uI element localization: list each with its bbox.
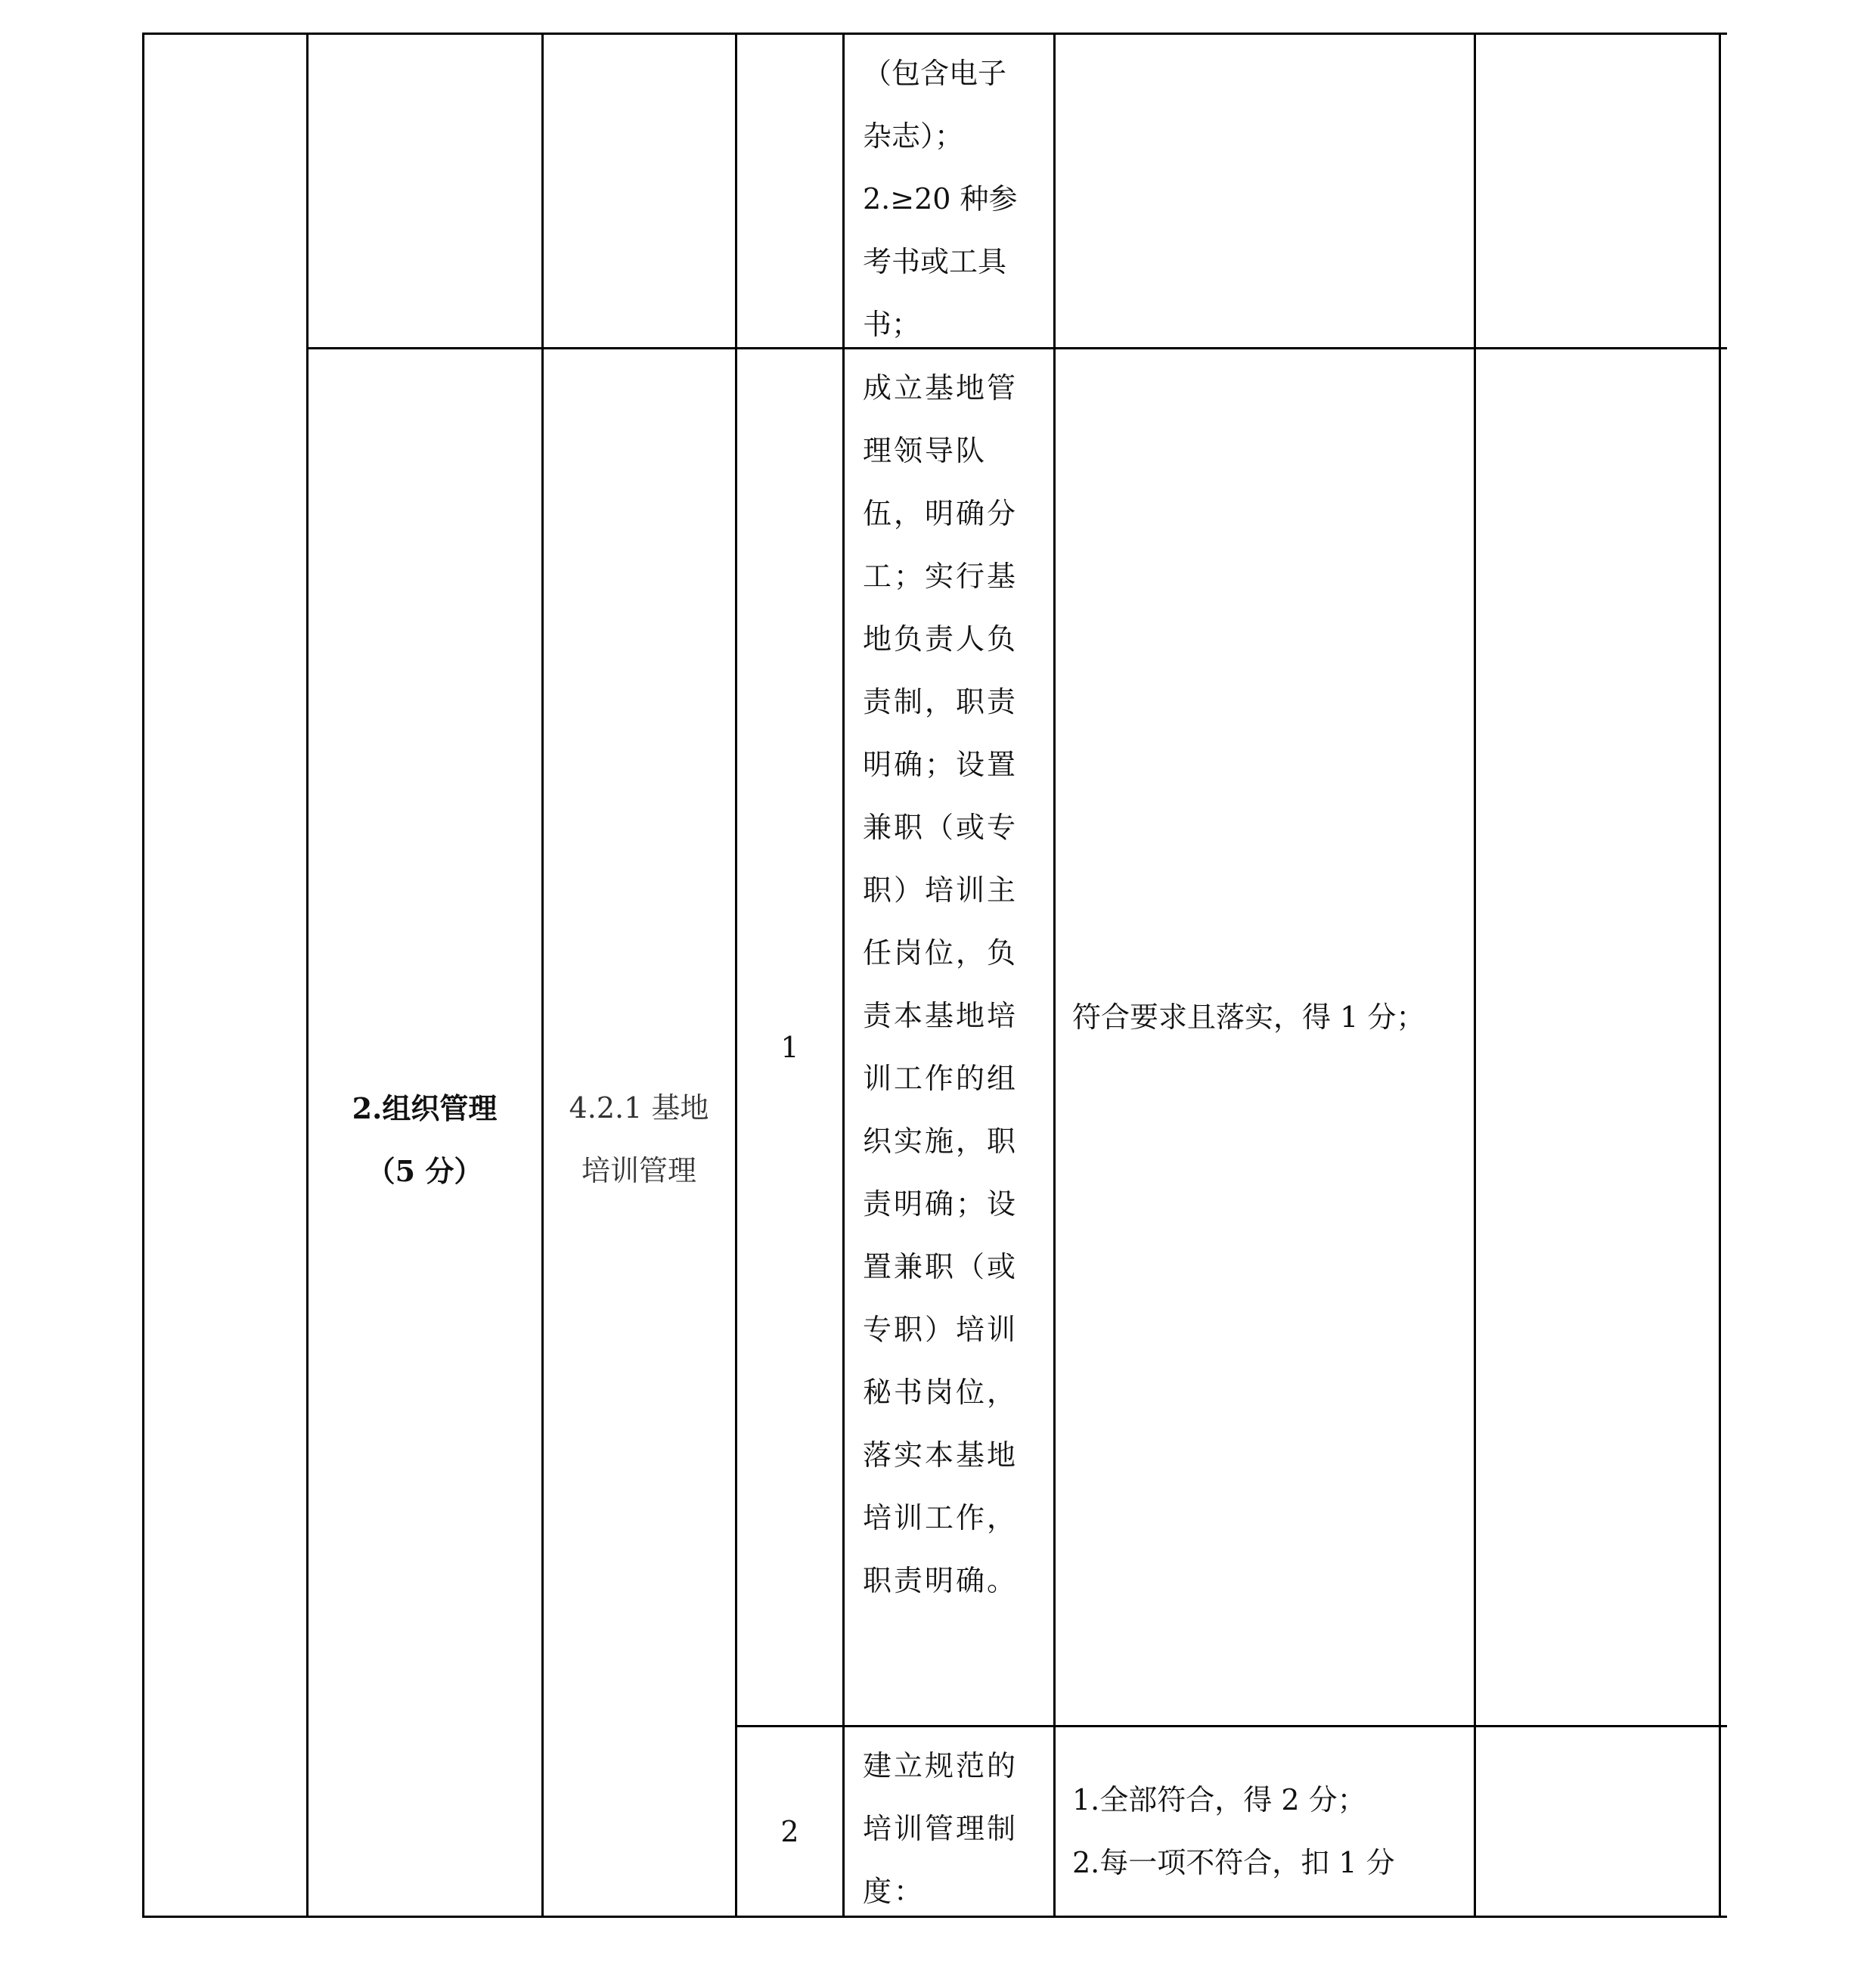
table-column-divider-4 — [842, 33, 845, 1918]
top-row-requirement-cell — [863, 42, 1018, 356]
section-title-cell — [308, 1077, 541, 1202]
row1-score: 1 — [780, 1031, 799, 1064]
table-column-divider-3 — [735, 33, 737, 1918]
requirement-line: 杂志）； — [863, 119, 964, 153]
item-cell — [543, 1077, 735, 1202]
table-border-right — [1719, 33, 1721, 1918]
row2-criteria — [1072, 1769, 1395, 1894]
requirement-line: 2.≥20 种参 — [863, 182, 1018, 216]
item-code: 4.2.1 基地 — [569, 1091, 709, 1125]
table-column-divider-2 — [541, 33, 544, 1918]
section-title: 2.组织管理 — [352, 1091, 498, 1125]
criteria-line: 1.全部符合，得 2 分； — [1072, 1783, 1366, 1817]
row2-requirement: 建立规范的培训管理制度： — [863, 1749, 1019, 1908]
row1-criteria — [1072, 986, 1425, 1049]
item-name: 培训管理 — [581, 1154, 696, 1187]
section-score: （5 分） — [366, 1154, 483, 1188]
table-column-divider-5 — [1053, 33, 1056, 1918]
requirement-line: 考书或工具 — [863, 245, 1007, 278]
requirement-line: （包含电子 — [863, 57, 1007, 90]
table-column-divider-6 — [1474, 33, 1476, 1918]
row2-score: 2 — [780, 1815, 799, 1848]
row1-requirement: 成立基地管理领导队伍，明确分工；实行基地负责人负责制，职责明确；设置兼职（或专职）培训主任岗位，负责本基地培训工作的组织实施，职责明确；设置兼职（或专职）培训秘书岗位，落实本基地培训工作，职责明确。 — [863, 371, 1019, 1597]
requirement-line: 书； — [863, 308, 921, 341]
criteria-line: 2.每一项不符合，扣 1 分 — [1072, 1846, 1395, 1879]
table-border-left — [142, 33, 144, 1918]
criteria-line: 符合要求且落实，得 1 分； — [1072, 1001, 1425, 1034]
table-rule-row2-bottom — [735, 1725, 1727, 1727]
table-rule-top — [142, 33, 1727, 35]
table-column-divider-1 — [306, 33, 309, 1918]
